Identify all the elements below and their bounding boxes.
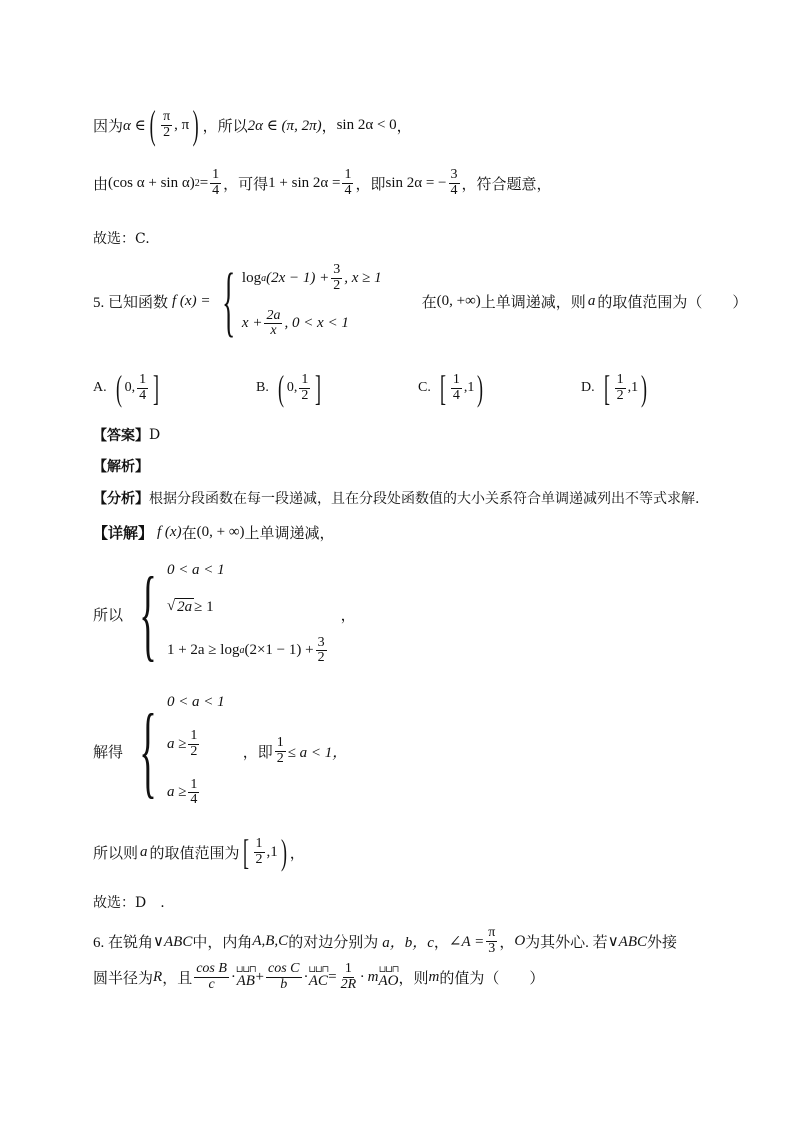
solution-system: 0 < a < 1 a ≥ $\frac{1}{2}$ a ≥ $\frac{1}{4}$ (166, 694, 225, 808)
option-d[interactable]: D. [ $\frac{1}{2}$ ,1 ) (581, 368, 648, 408)
variable: a (587, 292, 596, 309)
line-alpha-range (93, 102, 412, 147)
math-expr: 2α ∈ (π, 2π) (247, 117, 322, 134)
text: 外接 (647, 934, 678, 951)
text: ，所以 (202, 118, 248, 135)
text: ，即 (242, 744, 273, 761)
text: 因为 (93, 118, 124, 135)
case-2: x + $\frac{2a}{x}$ , 0 < x < 1 (241, 307, 349, 339)
math-expr: (cos α + sin α) (108, 174, 195, 191)
piecewise-cases (242, 263, 382, 339)
text: ， (499, 934, 515, 951)
math-expr: ∠A = (448, 933, 485, 950)
text: ， (396, 118, 412, 135)
xiangjie-line (93, 522, 335, 543)
fraction: $\frac{3}{4}$ (450, 167, 458, 198)
variable: m (428, 968, 440, 985)
option-b[interactable]: B. ( 0, $\frac{1}{2}$ ] (256, 368, 322, 408)
text: 故选：C. (93, 231, 150, 247)
text: 的取值范围为（ ） (597, 294, 748, 311)
function-def: f (x) = (172, 292, 211, 309)
text: ， (433, 934, 449, 951)
fenxi-line (93, 488, 699, 508)
text: ，即 (355, 176, 386, 193)
text: 的对边分别为 (288, 934, 379, 951)
text: ， (340, 607, 356, 624)
math-expr: a，b，c (382, 934, 434, 951)
left-brace: { (139, 693, 157, 808)
text: 圆半径为 (93, 970, 154, 987)
math-expr: α ∈ (123, 117, 146, 134)
text: 所以 (93, 607, 124, 624)
line-choice-d (93, 892, 165, 912)
math-expr: , π (174, 116, 190, 133)
answer-value: D (149, 427, 161, 443)
fenxi-text: 根据分段函数在每一段递减，且在分段处函数值的大小关系符合单调递减列出不等式求解. (149, 491, 700, 507)
text: ， (289, 845, 305, 862)
variable: O (514, 932, 526, 949)
text: 故选：D . (93, 895, 165, 911)
fraction: $\frac{\text{cos C}}{b}$ (268, 961, 300, 992)
superscript: 2 (194, 177, 200, 189)
xiangjie-tag: 【详解】 (93, 526, 154, 542)
math-expr: ∨ABC (153, 933, 193, 950)
text: 中，内角 (192, 934, 253, 951)
math-expr: ,1 (266, 843, 278, 860)
text: 在 (181, 526, 197, 542)
question-number: 5. 已知函数 (93, 294, 169, 311)
math-expr: 1 + sin 2α = (268, 174, 341, 191)
fraction: $\frac{1}{4}$ (344, 167, 352, 198)
text: 在 (421, 294, 437, 311)
vector-ac: ⊔⊔⊓ AC (308, 964, 329, 990)
analysis-tag: 【解析】 (93, 459, 149, 475)
text: 的值为（ ） (439, 970, 545, 987)
system-2 (93, 694, 347, 808)
math-expr: = (199, 174, 209, 191)
math-expr: ∨ABC (607, 933, 647, 950)
text: ，符合题意， (461, 176, 552, 193)
fraction: $\frac{\pi}{2}$ (163, 108, 171, 140)
left-bracket: [ (242, 832, 249, 872)
fraction: $\frac{1}{4}$ (212, 167, 220, 198)
option-a[interactable]: A. ( 0, $\frac{1}{4}$ ] (93, 368, 160, 408)
vector-ab: ⊔⊔⊓ AB (235, 964, 256, 990)
fraction: $\frac{1}{2}$ (276, 734, 284, 766)
math-expr: sin 2α < 0 (336, 116, 397, 133)
text: ， (321, 118, 337, 135)
fraction: $\frac{\pi}{3}$ (488, 925, 496, 956)
text: 上单调递减，则 (480, 294, 586, 311)
answer-line (93, 425, 160, 445)
fenxi-tag: 【分析】 (93, 491, 149, 507)
question-6-line-2: 圆半径为 R ，且 $\frac{\text{cos B}}{c}$ · ⊔⊔⊓ AB + $\frac{\text{cos C}}{b}$ · ⊔⊔⊓ AC = $\frac{1}{2R}$ · m ⊔⊔⊓ AO ，则 m 的值为（ ） (93, 961, 545, 992)
line-squared (93, 168, 552, 198)
text: 6. 在锐角 (93, 934, 154, 951)
left-brace: { (222, 257, 236, 344)
math-expr: A,B,C (252, 932, 289, 949)
variable: a (140, 843, 148, 860)
line-choice-c (93, 228, 150, 248)
text: 的取值范围为 (149, 845, 240, 862)
text: 由 (93, 176, 109, 193)
variable: R (153, 968, 163, 985)
question-5 (93, 257, 748, 344)
vector-ao: ⊔⊔⊓ AO (378, 964, 399, 990)
math-expr: (0, + ∞) (196, 524, 245, 540)
text: ，可得 (223, 176, 269, 193)
right-paren: ) (192, 102, 199, 147)
text: 所以则 (93, 845, 139, 862)
inequality-system: 0 < a < 1 √ 2a ≥ 1 1 + 2a ≥ log a (2×1 − 1) + $\frac{3}{2}$ (166, 562, 325, 666)
math-expr: sin 2α = − (385, 174, 447, 191)
text: ，则 (398, 970, 429, 987)
text: 为其外心. 若 (525, 934, 608, 951)
right-paren: ) (280, 832, 287, 872)
text: 上单调递减， (244, 526, 335, 542)
fraction: $\frac{1}{2R}$ (340, 961, 357, 992)
text: ，且 (162, 970, 193, 987)
math-expr: (0, +∞) (436, 292, 481, 309)
option-c[interactable]: C. [ $\frac{1}{4}$ ,1 ) (418, 368, 484, 408)
system-1 (93, 556, 356, 671)
analysis-heading (93, 456, 149, 476)
case-1: log a (2x − 1) + $\frac{3}{2}$ , x ≥ 1 (241, 262, 382, 293)
left-brace: { (139, 556, 157, 671)
left-paren: ( (149, 102, 156, 147)
range-line (93, 834, 305, 870)
math-expr: ≤ a < 1， (287, 744, 348, 761)
fraction: $\frac{1}{2}$ (255, 835, 263, 867)
text: 解得 (93, 744, 124, 761)
question-6-line-1 (93, 926, 677, 956)
math-expr: f (x) (157, 524, 182, 540)
answer-tag: 【答案】 (93, 428, 149, 444)
fraction: $\frac{\text{cos B}}{c}$ (196, 961, 227, 992)
